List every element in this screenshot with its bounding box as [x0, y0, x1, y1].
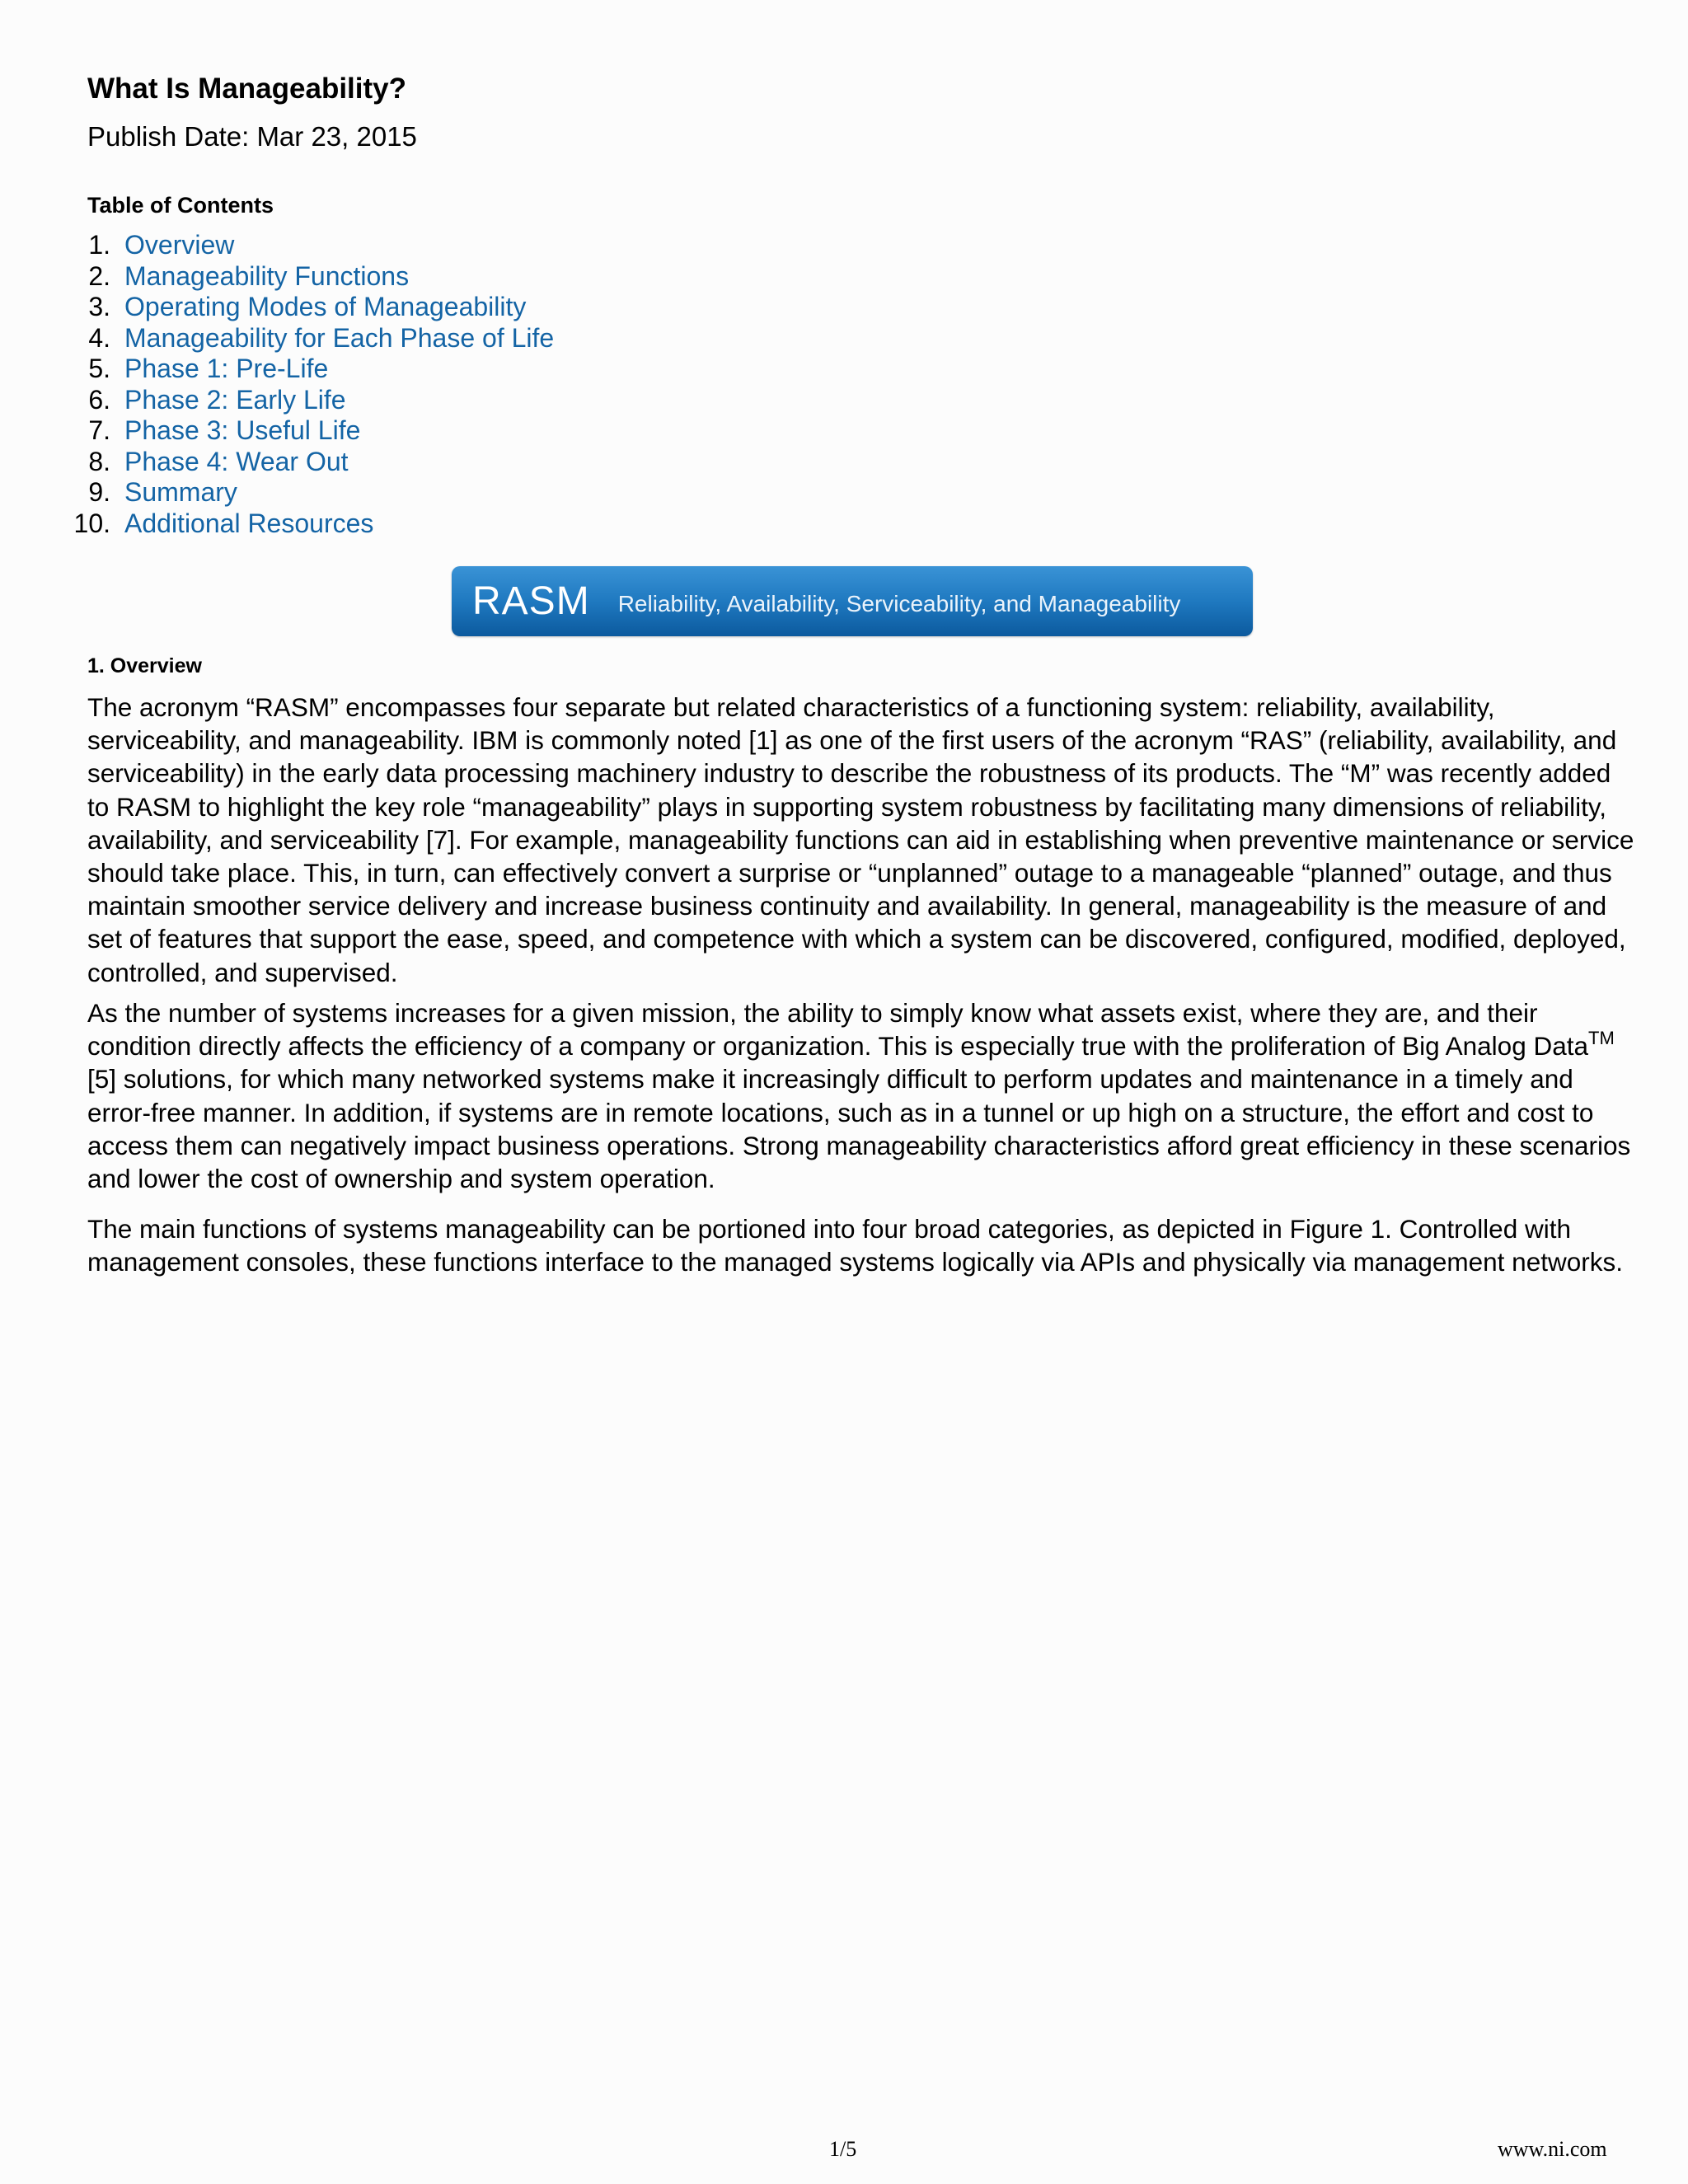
- toc-item-number: 3.: [88, 292, 110, 321]
- toc-item-number: 5.: [88, 354, 110, 383]
- publish-date: Publish Date: Mar 23, 2015: [87, 121, 417, 152]
- page-title: What Is Manageability?: [87, 73, 406, 105]
- toc-link-manageability-functions[interactable]: Manageability Functions: [124, 260, 410, 291]
- banner-expansion: Reliability, Availability, Serviceability, and Manageability: [617, 591, 1181, 616]
- toc-link-phase-2[interactable]: Phase 2: Early Life: [124, 384, 346, 415]
- paragraph-text: [5] solutions, for which many networked systems make it increasingly difficult to perform updates and maintenance in a timely and error-free manner. In addition, if systems are in remote locations, such as in a tunnel or up high on a structure, the effort and cost to access them can negatively impact business operations. Strong manageability characteristics afford great efficiency in these scenarios and lower the cost of ownership and system operation.: [87, 1064, 1631, 1194]
- toc-item-number: 9.: [88, 477, 110, 507]
- toc-link-phase-1[interactable]: Phase 1: Pre-Life: [124, 354, 329, 383]
- toc-item-number: 6.: [88, 384, 110, 415]
- toc-heading: Table of Contents: [87, 193, 274, 218]
- toc-item-number: 8.: [88, 446, 110, 476]
- section-heading-overview: 1. Overview: [87, 654, 202, 677]
- toc-item-number: 7.: [88, 415, 110, 445]
- toc-link-overview[interactable]: Overview: [124, 230, 235, 260]
- toc-link-phase-4[interactable]: Phase 4: Wear Out: [124, 446, 349, 476]
- trademark-superscript: TM: [1588, 1027, 1615, 1048]
- overview-paragraph: [87, 996, 1637, 1195]
- toc-item-number: 1.: [88, 230, 110, 260]
- toc-link-additional-resources[interactable]: Additional Resources: [124, 508, 374, 538]
- footer-url: www.ni.com: [1498, 2137, 1607, 2161]
- overview-paragraph: The main functions of systems manageability can be portioned into four broad categories, as depicted in Figure 1. Controlled with management consoles, these functions interface to the managed systems logically via APIs and physically via management networks.: [87, 1214, 1623, 1277]
- toc-item-number: 2.: [88, 260, 110, 291]
- paragraph-text: As the number of systems increases for a given mission, the ability to simply know what assets exist, where they are, and their condition directly affects the efficiency of a company or organization. This is especially true with the proliferation of Big Analog Data: [87, 998, 1589, 1062]
- rasm-banner: [452, 566, 1253, 636]
- toc-link-operating-modes[interactable]: Operating Modes of Manageability: [124, 292, 527, 321]
- banner-acronym: RASM: [472, 579, 590, 623]
- toc-item-number: 10.: [73, 508, 110, 538]
- overview-paragraph: The acronym “RASM” encompasses four separate but related characteristics of a functioning system: reliability, availability, serviceability, and manageability. IBM is commonly noted [1] as one of the first users of the acronym “RAS” (reliability, availability, and serviceability) in the early data processing machinery industry to describe the robustness of its products. The “M” was recently added to RASM to highlight the key role “manageability” plays in supporting system robustness by facilitating many dimensions of reliability, availability, and serviceability [7]. For example, manageability functions can aid in establishing when preventive maintenance or service should take place. This, in turn, can effectively convert a surprise or “unplanned” outage to a manageable “planned” outage, and thus maintain smoother service delivery and increase business continuity and availability. In general, manageability is the measure of and set of features that support the ease, speed, and competence with which a system can be discovered, configured, modified, deployed, controlled, and supervised.: [87, 692, 1634, 987]
- toc-link-phase-3[interactable]: Phase 3: Useful Life: [124, 415, 361, 445]
- toc-link-summary[interactable]: Summary: [124, 477, 237, 507]
- toc-item-number: 4.: [88, 322, 110, 353]
- page-number: 1/5: [829, 2137, 857, 2161]
- toc-link-each-phase-of-life[interactable]: Manageability for Each Phase of Life: [124, 322, 555, 353]
